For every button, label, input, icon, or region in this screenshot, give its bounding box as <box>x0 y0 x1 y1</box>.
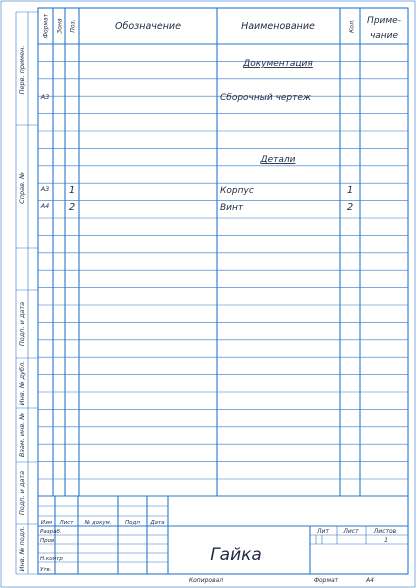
podp-i-data-1-label: Подп. и дата <box>18 301 26 347</box>
inv-dubl-label: Инв. № дубл. <box>18 360 26 406</box>
tb-prov-label: Пров. <box>40 538 56 544</box>
podp-i-data-2-label: Подп. и дата <box>18 470 26 516</box>
inv-podl-label: Инв. № подл. <box>18 526 26 572</box>
tb-podp-label: Подп <box>125 520 140 526</box>
tb-sheet-label: Лист <box>343 528 359 535</box>
row-2-name: Сборочный чертеж <box>220 93 312 103</box>
row-4-name: Корпус <box>220 186 254 196</box>
tb-sheets-label: Листов <box>373 528 397 535</box>
header-zone: Зона <box>56 18 64 34</box>
footer <box>189 577 374 584</box>
tb-utv-label: Утв. <box>40 567 52 573</box>
header-format: Формат <box>42 13 50 39</box>
footer-format-label: Формат <box>313 577 339 584</box>
row-5-pos: 2 <box>68 202 76 213</box>
title-block <box>38 496 408 574</box>
header-name: Наименование <box>241 21 315 32</box>
row-5-format: А4 <box>40 202 50 210</box>
tb-lit-label: Лит <box>317 528 329 535</box>
tb-izm-label: Изм <box>40 520 53 526</box>
row-1-name: Документация <box>243 59 313 69</box>
row-5-name: Винт <box>220 203 244 213</box>
row-4-pos: 1 <box>68 185 76 196</box>
tb-data-label: Дата <box>150 520 165 526</box>
row-2-format: А3 <box>40 93 50 101</box>
tb-n-kontr-label: Н.контр <box>40 556 63 562</box>
header-note-line2: чание <box>369 31 399 41</box>
header-pos: Поз. <box>69 19 77 33</box>
perv-primen-label: Перв. примен. <box>18 45 26 95</box>
tb-part-name: Гайка <box>210 545 262 565</box>
sheet-outer-edge <box>1 1 415 587</box>
row-5-qty: 2 <box>346 202 354 213</box>
tb-list-label: Лист <box>59 520 74 526</box>
side-strip <box>16 12 38 574</box>
header-note-line1: Приме- <box>367 16 401 26</box>
footer-format-value: А4 <box>366 577 374 584</box>
row-4-format: А3 <box>40 185 50 193</box>
header-qty: Кол. <box>348 19 356 33</box>
spec-table <box>38 8 408 496</box>
row-3-name: Детали <box>260 155 296 165</box>
row-lines <box>38 61 408 479</box>
tb-n-dokum-label: № докум. <box>84 520 112 526</box>
tb-razrab-label: Разраб. <box>40 529 62 535</box>
vzam-inv-label: Взам. инв. № <box>18 412 26 458</box>
footer-copied: Копировал <box>188 577 224 584</box>
sprav-no-label: Справ. № <box>18 172 26 204</box>
tb-sheets-value: 1 <box>384 537 388 544</box>
header-designation: Обозначение <box>115 21 181 32</box>
row-4-qty: 1 <box>346 185 354 196</box>
